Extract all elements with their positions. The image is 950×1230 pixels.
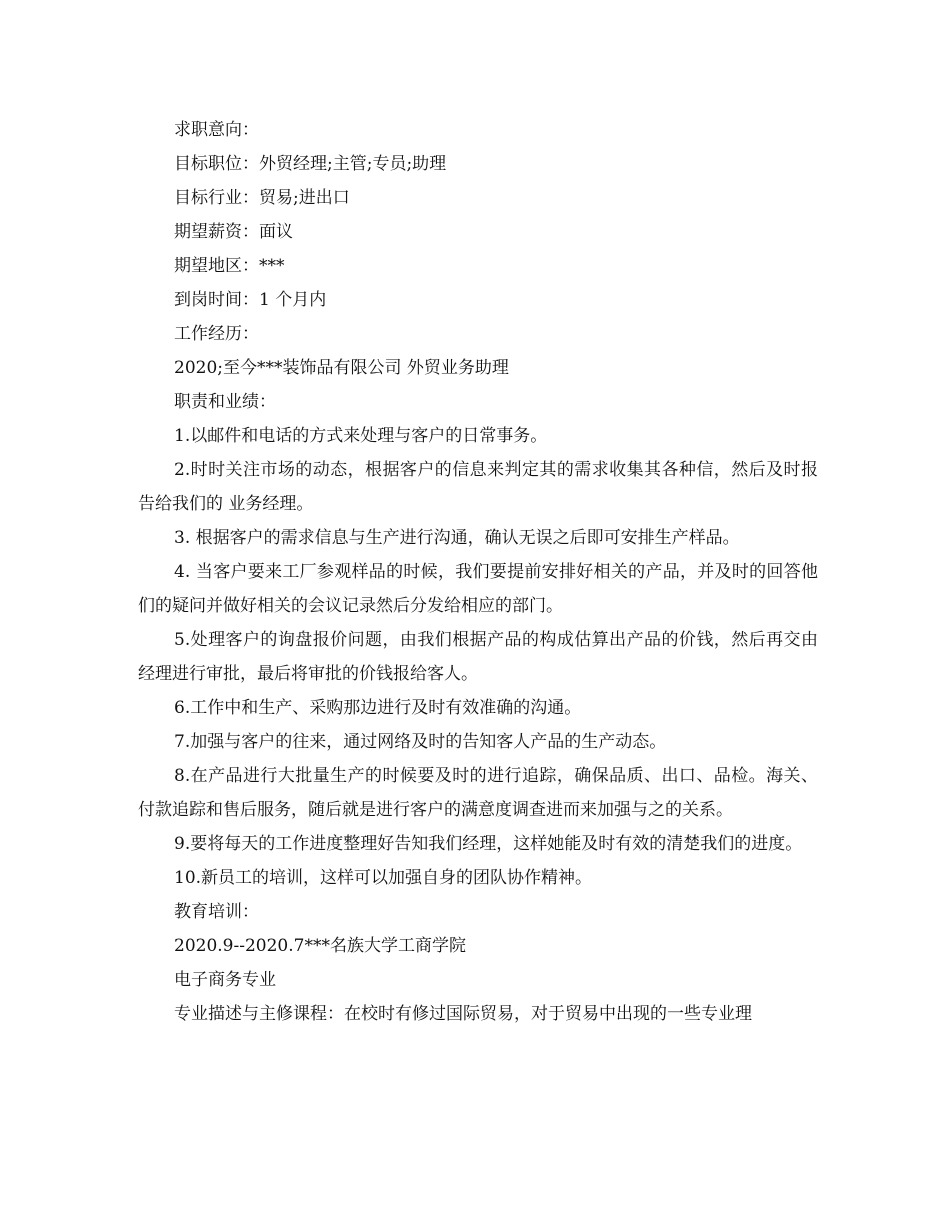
job-entry: 2020;至今***装饰品有限公司 外贸业务助理 [174,358,509,378]
duty-item: 4. 当客户要来工厂参观样品的时候，我们要提前安排好相关的产品，并及时的回答他们的疑问并做好相关的会议记录然后分发给相应的部门。 [138,562,818,616]
expected-region: 期望地区：*** [174,256,285,276]
duty-item: 7.加强与客户的往来，通过网络及时的告知客人产品的生产动态。 [174,732,667,752]
education-major: 电子商务专业 [174,970,276,990]
target-industry: 目标行业：贸易;进出口 [174,188,350,208]
education-heading: 教育培训： [174,902,259,922]
duty-item: 8.在产品进行大批量生产的时候要及时的进行追踪，确保品质、出口、品检。海关、付款追踪和售后服务，随后就是进行客户的满意度调查进而来加强与之的关系。 [138,766,818,820]
duties-heading: 职责和业绩： [174,392,276,412]
duty-item: 3. 根据客户的需求信息与生产进行沟通，确认无误之后即可安排生产样品。 [174,528,740,548]
duty-item: 6.工作中和生产、采购那边进行及时有效准确的沟通。 [174,698,582,718]
start-time: 到岗时间：1 个月内 [174,290,327,310]
experience-heading: 工作经历： [174,324,259,344]
duty-item: 9.要将每天的工作进度整理好告知我们经理，这样她能及时有效的清楚我们的进度。 [174,834,803,854]
target-position: 目标职位：外贸经理;主管;专员;助理 [174,154,447,174]
duty-item: 1.以邮件和电话的方式来处理与客户的日常事务。 [174,426,548,446]
education-period: 2020.9--2020.7***名族大学工商学院 [174,936,466,956]
intent-heading: 求职意向： [174,120,259,140]
expected-salary: 期望薪资：面议 [174,222,293,242]
duty-item: 10.新员工的培训，这样可以加强自身的团队协作精神。 [174,868,593,888]
resume-document [138,113,818,1031]
duty-item: 2.时时关注市场的动态，根据客户的信息来判定其的需求收集其各种信，然后及时报告给我们的 业务经理。 [138,460,818,514]
duty-item: 5.处理客户的询盘报价问题，由我们根据产品的构成估算出产品的价钱，然后再交由经理进行审批，最后将审批的价钱报给客人。 [138,630,818,684]
education-description: 专业描述与主修课程：在校时有修过国际贸易，对于贸易中出现的一些专业理 [174,1004,752,1024]
